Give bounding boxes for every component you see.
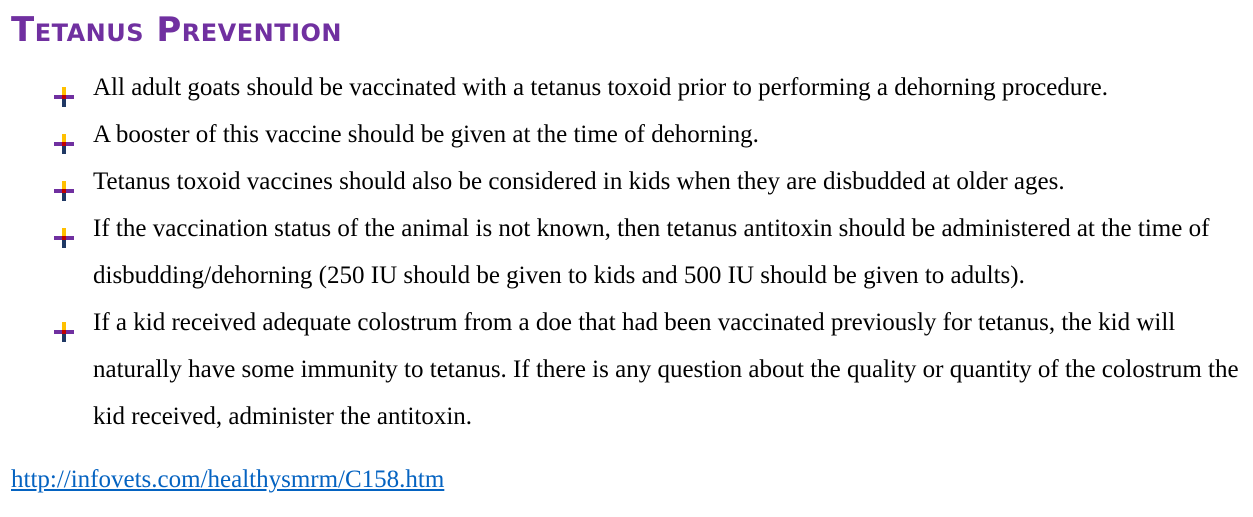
list-item: [0, 111, 1253, 158]
colored-cross-bullet-icon: [53, 218, 75, 240]
colored-cross-bullet-icon: [53, 312, 75, 334]
source-link[interactable]: http://infovets.com/healthysmrm/C158.htm: [11, 466, 445, 493]
bullet-text: If the vaccination status of the animal is not known, then tetanus antitoxin should be administered at the time of disbudding/dehorning (250 IU should be given to kids and 500 IU should be given to adults).: [93, 215, 1210, 289]
bullet-list: [0, 64, 1253, 440]
colored-cross-bullet-icon: [53, 124, 75, 146]
page-title: Tetanus Prevention: [11, 10, 343, 50]
list-item: [0, 205, 1253, 299]
colored-cross-bullet-icon: [53, 77, 75, 99]
bullet-text: A booster of this vaccine should be given at the time of dehorning.: [93, 121, 759, 148]
list-item: [0, 299, 1253, 440]
bullet-text: Tetanus toxoid vaccines should also be considered in kids when they are disbudded at older ages.: [93, 168, 1065, 195]
bullet-text: If a kid received adequate colostrum from a doe that had been vaccinated previously for tetanus, the kid will naturally have some immunity to tetanus. If there is any question about the quality or quantity of the colostrum the kid received, administer the antitoxin.: [93, 309, 1239, 430]
bullet-text: All adult goats should be vaccinated with a tetanus toxoid prior to performing a dehorning procedure.: [93, 74, 1109, 101]
colored-cross-bullet-icon: [53, 171, 75, 193]
list-item: [0, 158, 1253, 205]
list-item: [0, 64, 1253, 111]
